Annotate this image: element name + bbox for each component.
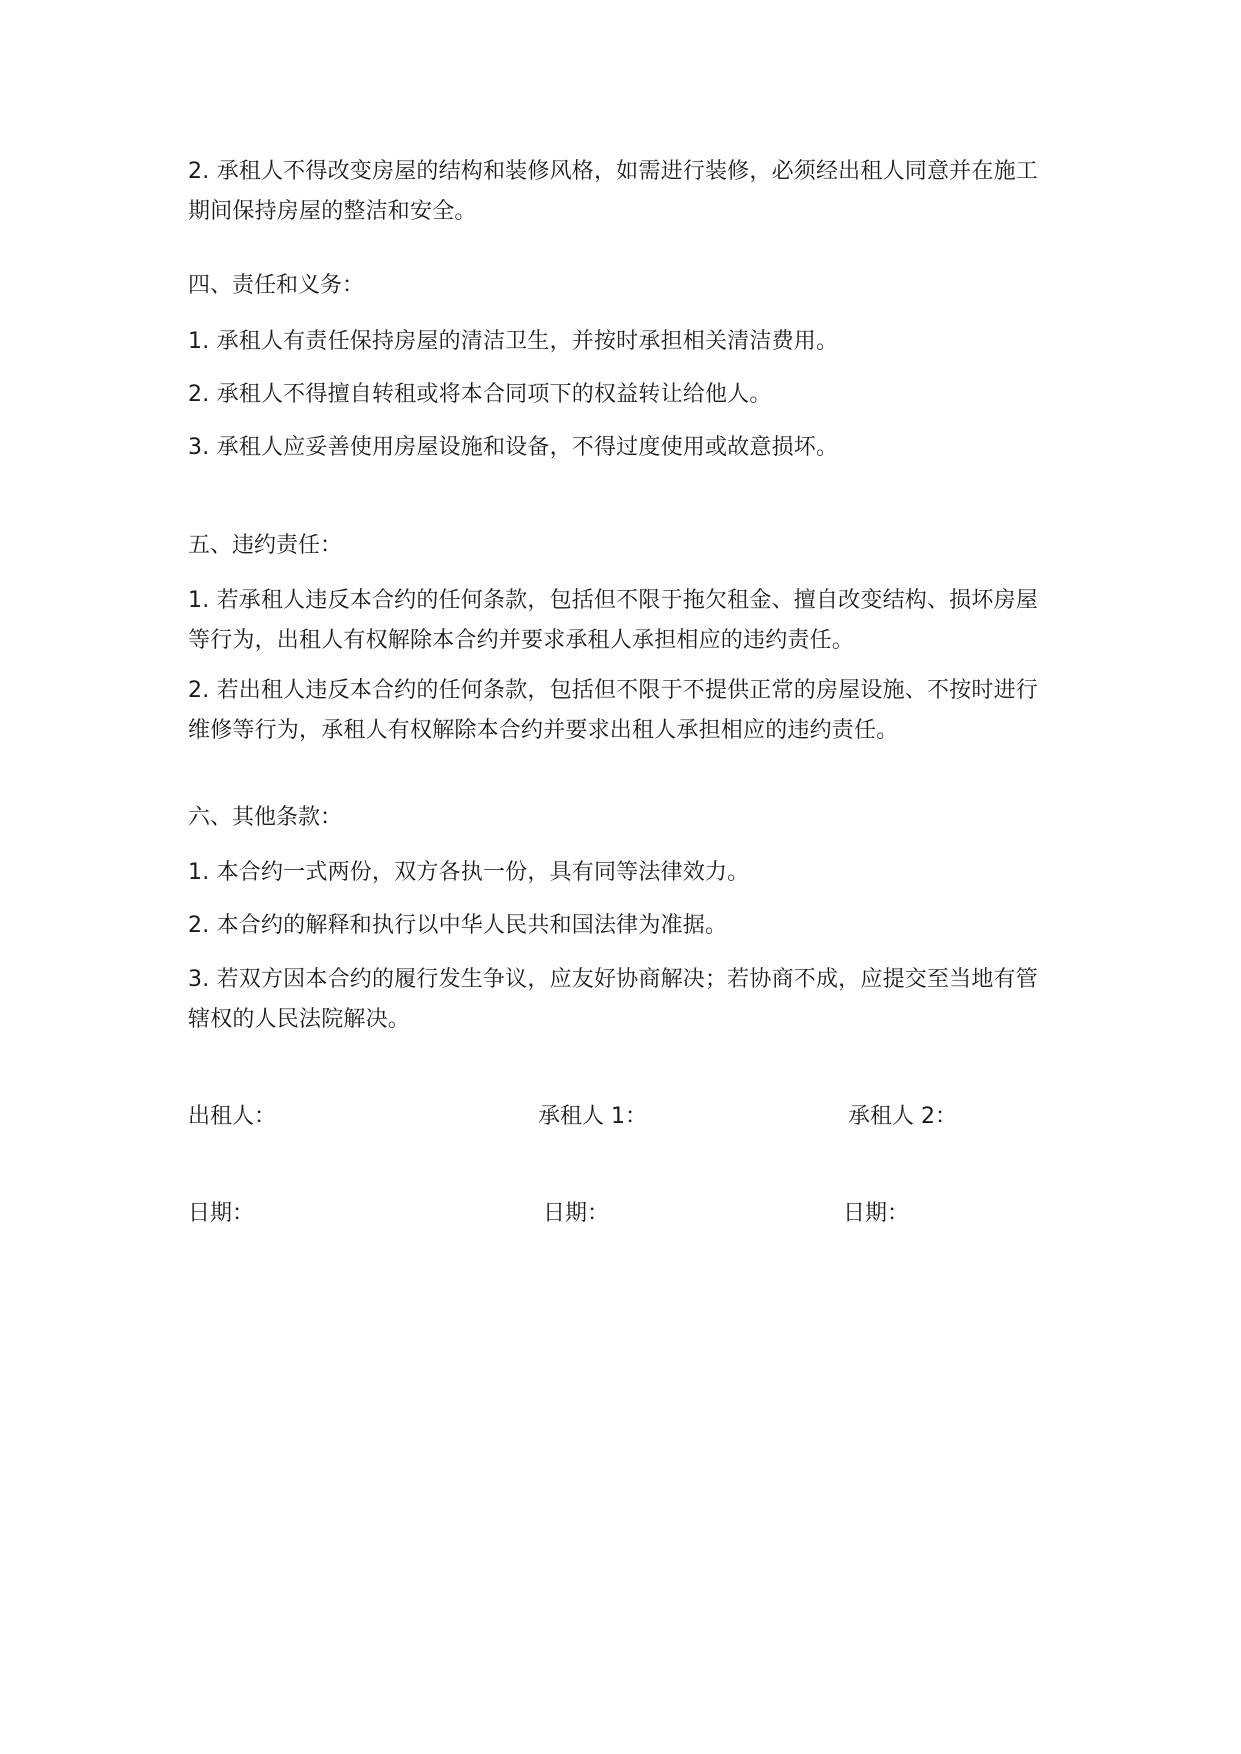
clause-5-item-1: 1. 若承租人违反本合约的任何条款，包括但不限于拖欠租金、擅自改变结构、损坏房屋等行为，出租人有权解除本合约并要求承租人承担相应的违约责任。 xyxy=(188,588,1038,653)
clause-4-item-3: 3. 承租人应妥善使用房屋设施和设备，不得过度使用或故意损坏。 xyxy=(188,435,839,460)
lessor-signature-label: 出租人： xyxy=(188,1104,277,1129)
clause-5-item-2: 2. 若出租人违反本合约的任何条款，包括但不限于不提供正常的房屋设施、不按时进行维修等行为，承租人有权解除本合约并要求出租人承担相应的违约责任。 xyxy=(188,678,1038,743)
section-6-heading: 六、其他条款： xyxy=(188,805,343,830)
clause-6-item-3: 3. 若双方因本合约的履行发生争议，应友好协商解决；若协商不成，应提交至当地有管辖权的人民法院解决。 xyxy=(188,967,1038,1032)
lessee2-date-label: 日期： xyxy=(843,1201,910,1226)
lessor-date-label: 日期： xyxy=(188,1201,255,1226)
clause-4-item-1: 1. 承租人有责任保持房屋的清洁卫生，并按时承担相关清洁费用。 xyxy=(188,329,839,354)
section-5-heading: 五、违约责任： xyxy=(188,533,343,558)
clause-3-item-2: 2. 承租人不得改变房屋的结构和装修风格，如需进行装修，必须经出租人同意并在施工期间保持房屋的整洁和安全。 xyxy=(188,159,1038,224)
lessee2-signature-label: 承租人 2： xyxy=(848,1104,957,1129)
lessee1-signature-label: 承租人 1： xyxy=(538,1104,647,1129)
section-4-heading: 四、责任和义务： xyxy=(188,273,365,298)
clause-6-item-1: 1. 本合约一式两份，双方各执一份，具有同等法律效力。 xyxy=(188,860,750,885)
lessee1-date-label: 日期： xyxy=(543,1201,610,1226)
clause-6-item-2: 2. 本合约的解释和执行以中华人民共和国法律为准据。 xyxy=(188,913,728,938)
clause-4-item-2: 2. 承租人不得擅自转租或将本合同项下的权益转让给他人。 xyxy=(188,382,772,407)
